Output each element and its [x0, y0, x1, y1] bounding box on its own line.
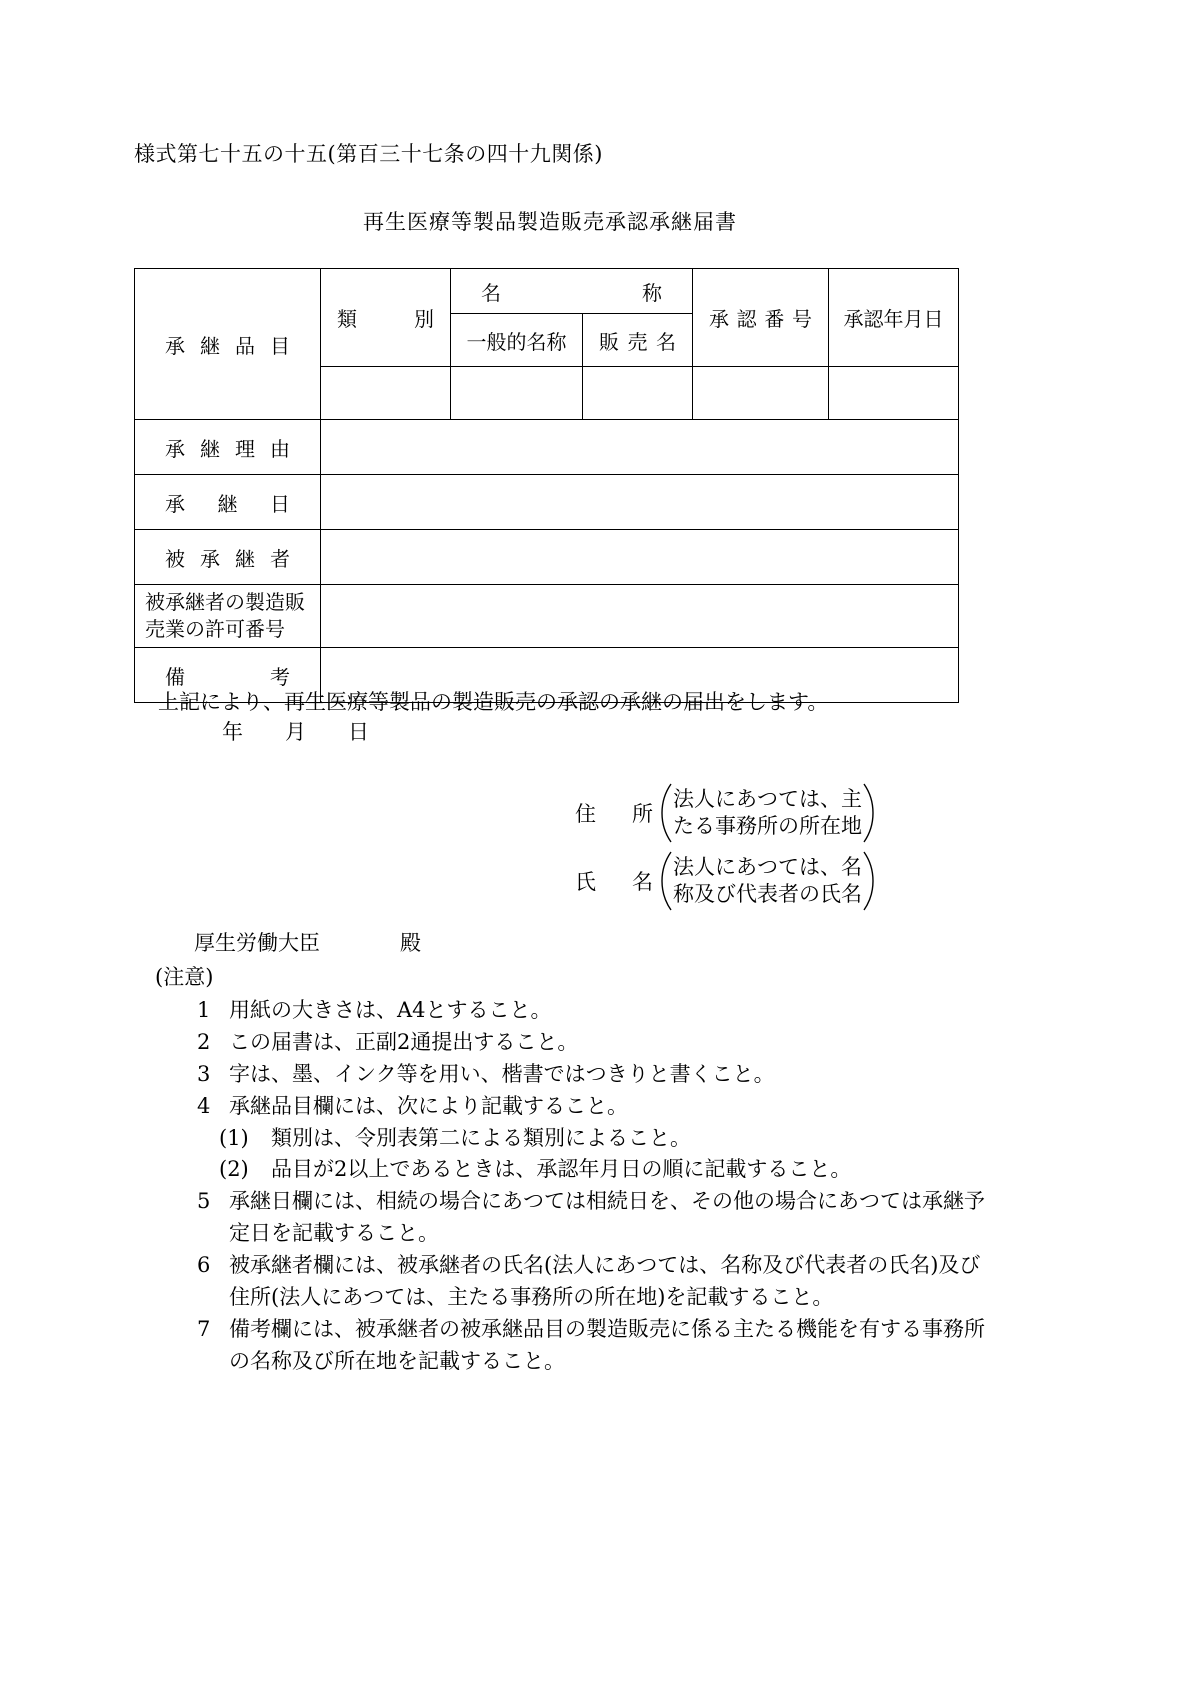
label-address: 住所 [575, 802, 653, 826]
signature-block [575, 782, 876, 918]
cell-succession-item-label [135, 269, 321, 420]
table-row-license-number [135, 585, 959, 648]
note-item [197, 1186, 1155, 1218]
left-paren-icon [659, 782, 673, 844]
input-approval-date[interactable] [829, 367, 959, 420]
label-name: 名称 [481, 280, 662, 305]
label-approval-number: 承認番号 [709, 307, 812, 331]
table-row-date [135, 475, 959, 530]
cell-brand-name-label [583, 314, 693, 367]
date-entry-line[interactable]: 年 月 日 [222, 720, 369, 744]
input-succession-reason[interactable] [321, 420, 959, 475]
note-text: 字は、墨、インク等を用い、楷書ではつきりと書くこと。 [229, 1061, 775, 1086]
address-note-text [673, 782, 862, 844]
input-succession-date[interactable] [321, 475, 959, 530]
note-continuation: の名称及び所在地を記載すること。 [229, 1348, 565, 1373]
note-item [219, 1123, 1155, 1155]
note-item [197, 1059, 1155, 1091]
table-header-row-1 [135, 269, 959, 314]
note-text: 備考欄には、被承継者の被承継品目の製造販売に係る主たる機能を有する事務所 [229, 1316, 985, 1341]
label-succession-item: 承継品目 [165, 333, 290, 358]
addressee-minister: 厚生労働大臣 [194, 931, 320, 955]
note-text: 品目が2以上であるときは、承認年月日の順に記載すること。 [271, 1157, 852, 1182]
declaration-statement: 上記により、再生医療等製品の製造販売の承認の承継の届出をします。 [158, 690, 829, 714]
note-text: この届書は、正副2通提出すること。 [229, 1029, 579, 1054]
name-note-text [673, 850, 862, 912]
note-text: 類別は、令別表第二による類別によること。 [271, 1125, 691, 1150]
label-generic-name: 一般的名称 [466, 329, 567, 354]
label-name-field: 氏名 [575, 870, 653, 894]
label-succession-reason: 承継理由 [165, 436, 290, 461]
input-type[interactable] [321, 367, 451, 420]
name-note-group [659, 850, 876, 912]
name-note-line1: 法人にあつては、名 [673, 855, 862, 880]
cell-predecessor-label [135, 530, 321, 585]
note-item [219, 1154, 1155, 1186]
note-item [197, 1091, 1155, 1123]
input-approval-number[interactable] [693, 367, 829, 420]
label-license-number-line2: 売業の許可番号 [145, 617, 285, 641]
note-number: 1 [197, 997, 211, 1022]
notes-section [155, 962, 1155, 1378]
address-note-line2: たる事務所の所在地 [673, 814, 862, 838]
input-generic-name[interactable] [451, 367, 583, 420]
note-item [197, 1314, 1155, 1346]
cell-type-label [321, 269, 451, 367]
note-number: (2) [219, 1157, 249, 1182]
notes-heading: (注意) [155, 965, 214, 989]
label-succession-date: 承継日 [165, 491, 290, 516]
note-item [197, 1027, 1155, 1059]
addressee-honorific: 殿 [400, 931, 421, 955]
note-text: 用紙の大きさは、A4とすること。 [229, 997, 552, 1022]
note-continuation: 住所(法人にあつては、主たる事務所の所在地)を記載すること。 [229, 1285, 834, 1310]
cell-approval-date-label [829, 269, 959, 367]
addressee-line [194, 927, 421, 957]
name-row [575, 850, 876, 912]
cell-approval-number-label [693, 269, 829, 367]
note-text: 承継品目欄には、次により記載すること。 [229, 1093, 628, 1118]
table-row-predecessor [135, 530, 959, 585]
cell-generic-name-label [451, 314, 583, 367]
note-number: 6 [197, 1253, 211, 1278]
notes-list [155, 995, 1155, 1378]
succession-form-table [134, 268, 959, 703]
label-brand-name: 販売名 [599, 329, 676, 354]
address-row [575, 782, 876, 844]
note-text: 被承継者欄には、被承継者の氏名(法人にあつては、名称及び代表者の氏名)及び [229, 1253, 981, 1278]
input-brand-name[interactable] [583, 367, 693, 420]
label-license-number-line1: 被承継者の製造販 [145, 590, 305, 614]
cell-date-label [135, 475, 321, 530]
note-number: 5 [197, 1189, 211, 1214]
note-item [197, 1250, 1155, 1282]
address-note-group [659, 782, 876, 844]
note-number: 2 [197, 1029, 211, 1054]
cell-reason-label [135, 420, 321, 475]
note-number: 4 [197, 1093, 211, 1118]
cell-name-label [451, 269, 693, 314]
table-row-reason [135, 420, 959, 475]
note-number: (1) [219, 1125, 249, 1150]
right-paren-icon [862, 850, 876, 912]
label-approval-date: 承認年月日 [843, 307, 944, 331]
label-predecessor: 被承継者 [165, 546, 290, 571]
label-type: 類別 [337, 307, 434, 331]
note-continuation: 定日を記載すること。 [229, 1221, 439, 1246]
label-license-number [135, 585, 320, 647]
input-predecessor[interactable] [321, 530, 959, 585]
note-item [197, 995, 1155, 1027]
note-number: 7 [197, 1316, 211, 1341]
form-number: 様式第七十五の十五(第百三十七条の四十九関係) [134, 142, 603, 166]
document-title: 再生医療等製品製造販売承認承継届書 [363, 210, 737, 234]
input-license-number[interactable] [321, 585, 959, 648]
label-remarks: 備考 [165, 664, 290, 689]
right-paren-icon [862, 782, 876, 844]
note-number: 3 [197, 1061, 211, 1086]
name-note-line2: 称及び代表者の氏名 [673, 882, 862, 906]
cell-license-number-label [135, 585, 321, 648]
address-note-line1: 法人にあつては、主 [673, 787, 862, 812]
note-text: 承継日欄には、相続の場合にあつては相続日を、その他の場合にあつては承継予 [229, 1189, 985, 1214]
left-paren-icon [659, 850, 673, 912]
